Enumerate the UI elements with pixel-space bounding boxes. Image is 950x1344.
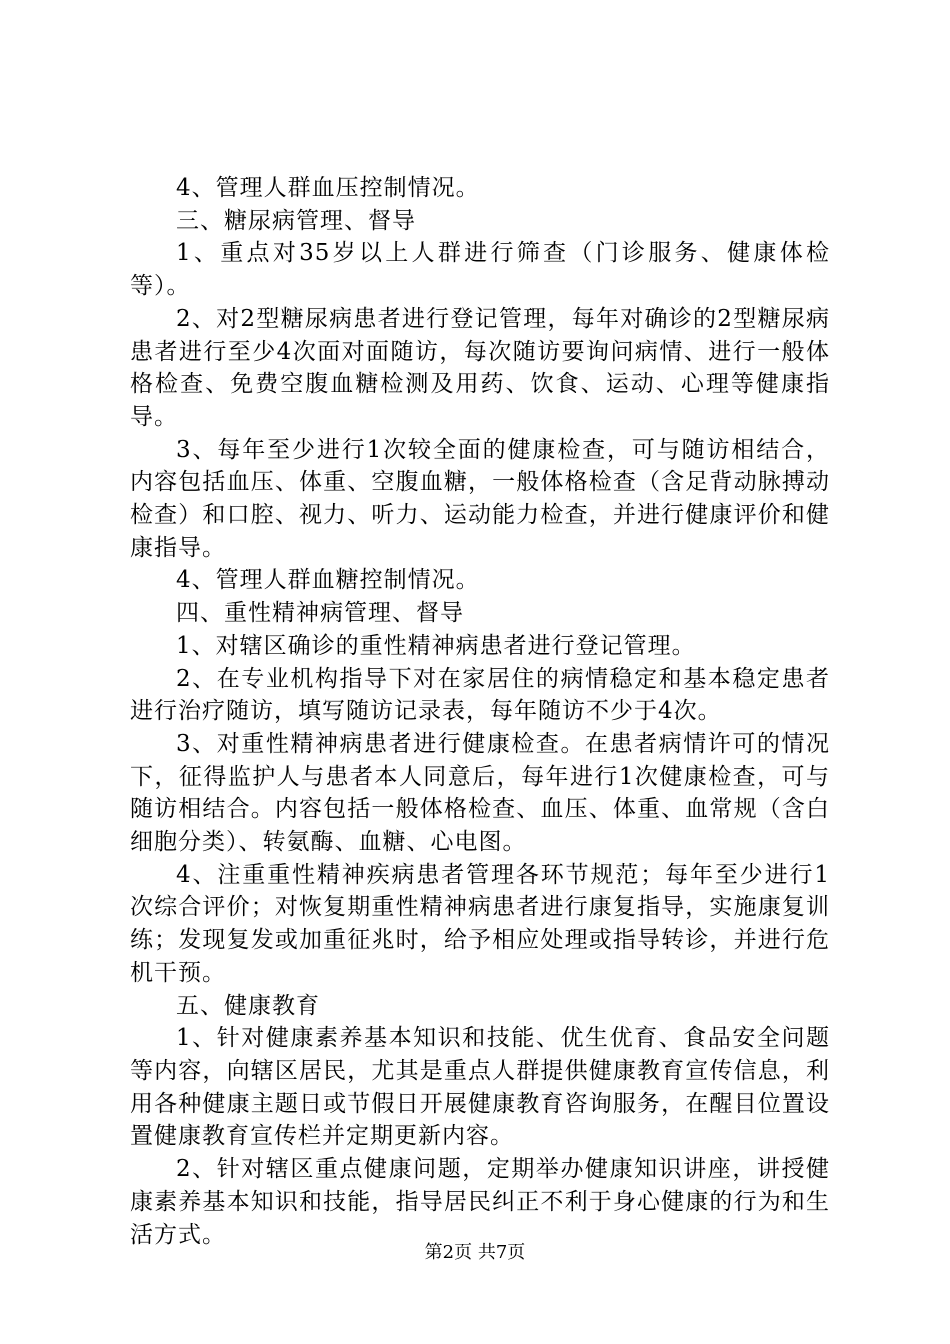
paragraph-item: 2、在专业机构指导下对在家居住的病情稳定和基本稳定患者进行治疗随访，填写随访记录表，每年随访不少于4次。 [130,665,830,725]
paragraph-item: 3、对重性精神病患者进行健康检查。在患者病情许可的情况下，征得监护人与患者本人同意后，每年进行1次健康检查，可与随访相结合。内容包括一般体格检查、血压、体重、血常规（含白细胞分类）、转氨酶、血糖、心电图。 [130,730,830,856]
page-number-footer: 第2页 共7页 [424,1242,526,1263]
paragraph-item: 4、注重重性精神疾病患者管理各环节规范；每年至少进行1次综合评价；对恢复期重性精神病患者进行康复指导，实施康复训练；发现复发或加重征兆时，给予相应处理或指导转诊，并进行危机干预。 [130,861,830,986]
paragraph-item: 2、针对辖区重点健康问题，定期举办健康知识讲座，讲授健康素养基本知识和技能，指导居民纠正不利于身心健康的行为和生活方式。 [130,1156,830,1248]
section-heading: 四、重性精神病管理、督导 [176,600,464,627]
section-heading: 三、糖尿病管理、督导 [176,207,416,234]
paragraph-item: 1、对辖区确诊的重性精神病患者进行登记管理。 [176,632,696,659]
paragraph-item: 4、管理人群血压控制情况。 [176,175,480,201]
paragraph-item: 1、针对健康素养基本知识和技能、优生优育、食品安全问题等内容，向辖区居民，尤其是重点人群提供健康教育宣传信息，利用各种健康主题日或节假日开展健康教育咨询服务，在醒目位置设置健康教育宣传栏并定期更新内容。 [130,1025,830,1150]
paragraph-item: 1、重点对35岁以上人群进行筛查（门诊服务、健康体检等）。 [130,240,830,300]
paragraph-item: 2、对2型糖尿病患者进行登记管理，每年对确诊的2型糖尿病患者进行至少4次面对面随访，每次随访要询问病情、进行一般体格检查、免费空腹血糖检测及用药、饮食、运动、心理等健康指导。 [130,305,830,430]
document-body [130,172,830,1251]
paragraph-item: 4、管理人群血糖控制情况。 [176,567,480,594]
section-heading: 五、健康教育 [176,992,320,1019]
paragraph-item: 3、每年至少进行1次较全面的健康检查，可与随访相结合，内容包括血压、体重、空腹血糖，一般体格检查（含足背动脉搏动检查）和口腔、视力、听力、运动能力检查，并进行健康评价和健康指导。 [130,436,830,561]
